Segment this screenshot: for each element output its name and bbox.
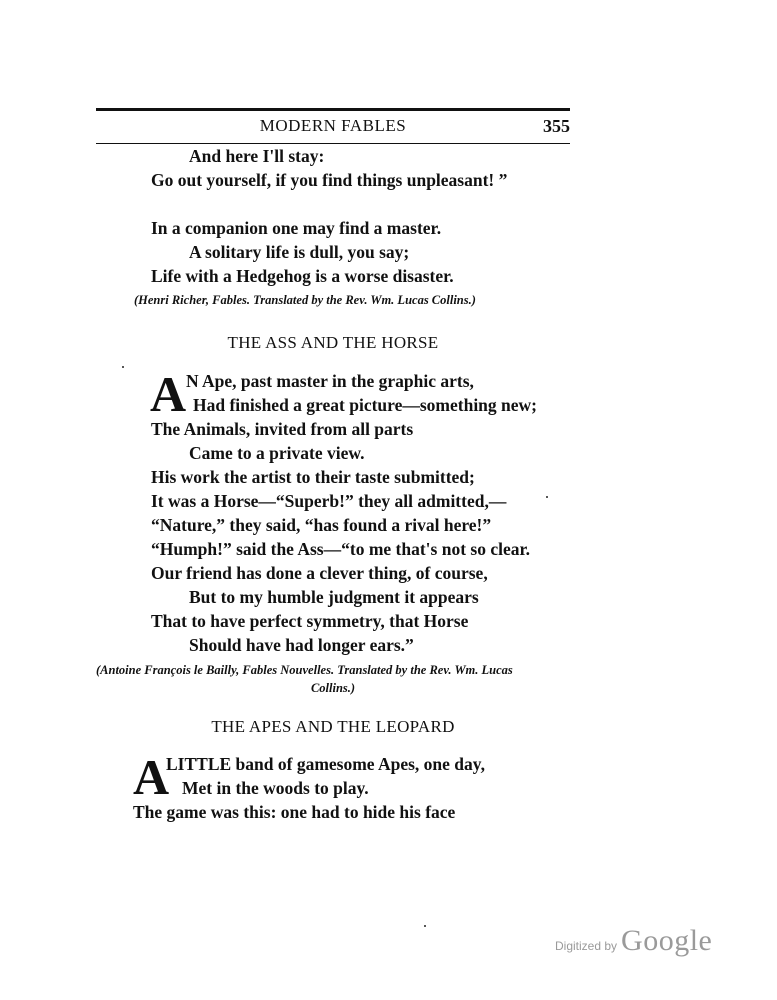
verse-line: It was a Horse—“Superb!” they all admitted,— [151,491,507,511]
fable-title: THE APES AND THE LEOPARD [211,717,455,736]
google-logo: Google [621,924,713,957]
header-rule-top [96,108,570,111]
digitized-label: Digitized by [555,939,618,953]
verse-line: N Ape, past master in the graphic arts, [186,371,474,391]
verse-line: “Nature,” they said, “has found a rival here!” [151,515,492,535]
verse-line: Had finished a great picture—something new; [193,395,538,415]
scan-speck [122,366,124,368]
running-title: MODERN FABLES [259,116,407,135]
verse-line: Came to a private view. [189,443,365,463]
verse-line: Go out yourself, if you find things unpleasant! ” [151,170,508,190]
digitized-watermark [555,924,712,958]
attribution-credit-continued: Collins.) [310,681,356,695]
verse-line: But to my humble judgment it appears [189,587,479,607]
verse-line: And here I'll stay: [189,146,325,166]
verse-line: The game was this: one had to hide his face [133,802,456,822]
attribution-credit: (Henri Richer, Fables. Translated by the Rev. Wm. Lucas Collins.) [134,293,476,307]
verse-line: The Animals, invited from all parts [151,419,414,439]
verse-line: “Humph!” said the Ass—“to me that's not so clear. [151,539,531,559]
drop-cap: A [150,366,187,422]
running-head [96,116,570,140]
scan-speck [546,496,548,498]
verse-line: A solitary life is dull, you say; [189,242,410,262]
fable-title: THE ASS AND THE HORSE [227,333,439,352]
page-number: 355 [543,116,570,136]
verse-line: His work the artist to their taste submitted; [151,467,475,487]
drop-cap: A [133,749,170,805]
verse-line: That to have perfect symmetry, that Horse [151,611,469,631]
attribution-credit: (Antoine François le Bailly, Fables Nouvelles. Translated by the Rev. Wm. Lucas [96,663,513,677]
verse-line: In a companion one may find a master. [151,218,442,238]
scan-speck [424,925,426,927]
header-rule-bottom [96,143,570,144]
verse-line: LITTLE band of gamesome Apes, one day, [166,754,485,774]
verse-line: Life with a Hedgehog is a worse disaster. [151,266,454,286]
verse-line: Our friend has done a clever thing, of course, [151,563,488,583]
verse-line: Should have had longer ears.” [189,635,414,655]
verse-line: Met in the woods to play. [182,778,369,798]
